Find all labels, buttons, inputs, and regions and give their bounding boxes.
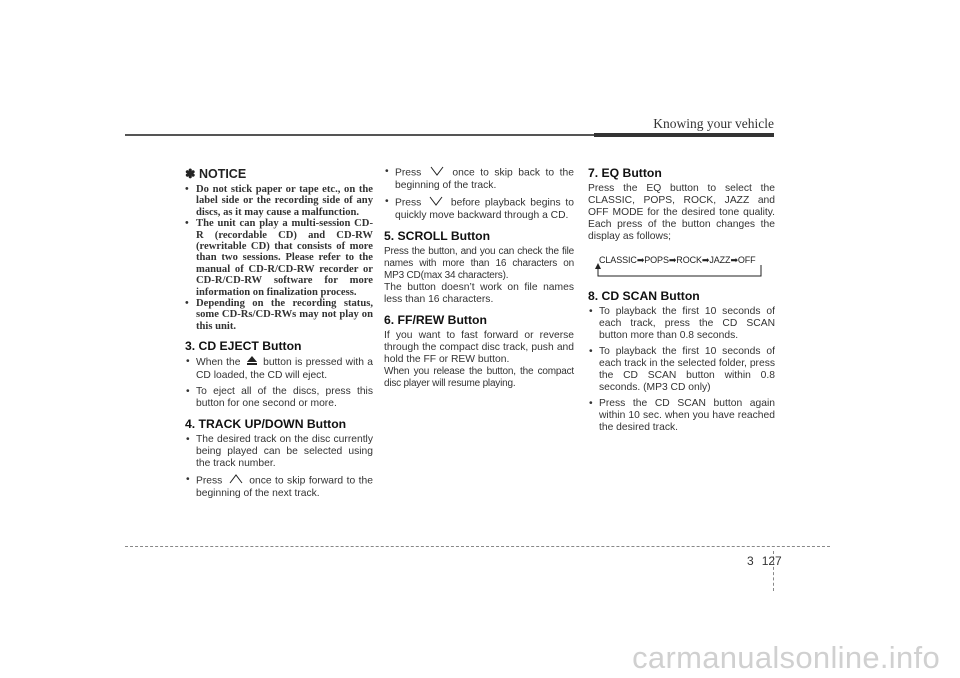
cd-eject-heading: 3. CD EJECT Button: [185, 339, 302, 354]
list-item: [185, 356, 373, 381]
scroll-paragraph: Press the button, and you can check the file names with more than 16 characters on MP3 CD(max 34 characters).: [384, 246, 574, 281]
notice-list: [185, 184, 373, 332]
text-fragment: once to skip forward to the beginning of the next track.: [196, 475, 373, 499]
column-right: [588, 166, 775, 438]
cdscan-heading: 8. CD SCAN Button: [588, 289, 700, 303]
eq-paragraph: Press the EQ button to select the CLASSIC, POPS, ROCK, JAZZ and OFF MODE for the desired tone quality. Each press of the button changes the display as follows;: [588, 183, 775, 242]
ffrew-heading: 6. FF/REW Button: [384, 313, 487, 327]
eject-icon: [247, 356, 257, 369]
column-middle: [384, 166, 574, 390]
section-title: Knowing your vehicle: [653, 116, 774, 131]
notice-item: • Depending on the recording status, some CD-Rs/CD-RWs may not play on this unit.: [185, 298, 373, 332]
track-heading: 4. TRACK UP/DOWN Button: [185, 416, 347, 431]
footer-rule: [125, 546, 830, 547]
eq-mode-sequence: CLASSIC➡POPS➡ROCK➡JAZZ➡OFF: [599, 255, 756, 265]
ffrew-paragraph: If you want to fast forward or reverse through the compact disc track, push and hold the FF or REW button.: [384, 330, 574, 365]
eq-heading: 7. EQ Button: [588, 166, 662, 180]
text-fragment: Press: [395, 197, 422, 209]
cdscan-list: [588, 306, 775, 434]
page-number: [747, 554, 782, 568]
column-left: [185, 166, 373, 504]
list-item: • To playback the first 10 seconds of each track, press the CD SCAN button more than 0.8 seconds.: [588, 306, 775, 342]
list-item: • To playback the first 10 seconds of each track in the selected folder, press the CD SCAN button within 0.8 seconds. (MP3 CD only): [588, 346, 775, 394]
list-item: [185, 474, 373, 500]
scroll-heading: 5. SCROLL Button: [384, 229, 491, 243]
eq-mode-diagram: [594, 255, 775, 277]
ffrew-paragraph: When you release the button, the compact disc player will resume playing.: [384, 366, 574, 389]
text-fragment: button is pressed with a CD loaded, the CD will eject.: [196, 357, 373, 381]
notice-title: ✽ NOTICE: [185, 167, 247, 181]
text-fragment: When the: [196, 357, 241, 369]
list-item: [384, 166, 574, 192]
list-item: • Press the CD SCAN button again within 10 sec. when you have reached the desired track.: [588, 398, 775, 434]
page-number-value: 127: [761, 554, 782, 568]
track-list-continued: [384, 166, 574, 222]
chapter-number: 3: [747, 554, 754, 568]
scroll-paragraph: The button doesn’t work on file names less than 16 characters.: [384, 282, 574, 305]
track-list: [185, 434, 373, 500]
chevron-up-icon: [229, 474, 243, 488]
header-rule-accent: [594, 133, 774, 137]
list-item: [384, 196, 574, 222]
notice-item: • Do not stick paper or tape etc., on the label side or the recording side of any discs, as it may cause a malfunction.: [185, 184, 373, 218]
notice-item: • The unit can play a multi-session CD-R (recordable CD) and CD-RW (rewritable CD) that consists of more than two sessions. Please refer to the manual of CD-R/CD-RW recorder or CD-R/CD-RW software for more information on finalization process.: [185, 218, 373, 298]
list-item: • The desired track on the disc currently being played can be selected using the track number.: [185, 434, 373, 470]
text-fragment: Press: [395, 167, 422, 179]
text-fragment: before playback begins to quickly move backward through a CD.: [395, 197, 574, 221]
chevron-down-icon: [430, 166, 444, 180]
text-fragment: once to skip back to the beginning of the track.: [395, 167, 574, 191]
chevron-down-icon: [429, 196, 443, 210]
list-item: • To eject all of the discs, press this button for one second or more.: [185, 386, 373, 410]
text-fragment: Press: [196, 475, 223, 487]
watermark: carmanualsonline.info: [632, 640, 940, 675]
cd-eject-list: [185, 356, 373, 409]
